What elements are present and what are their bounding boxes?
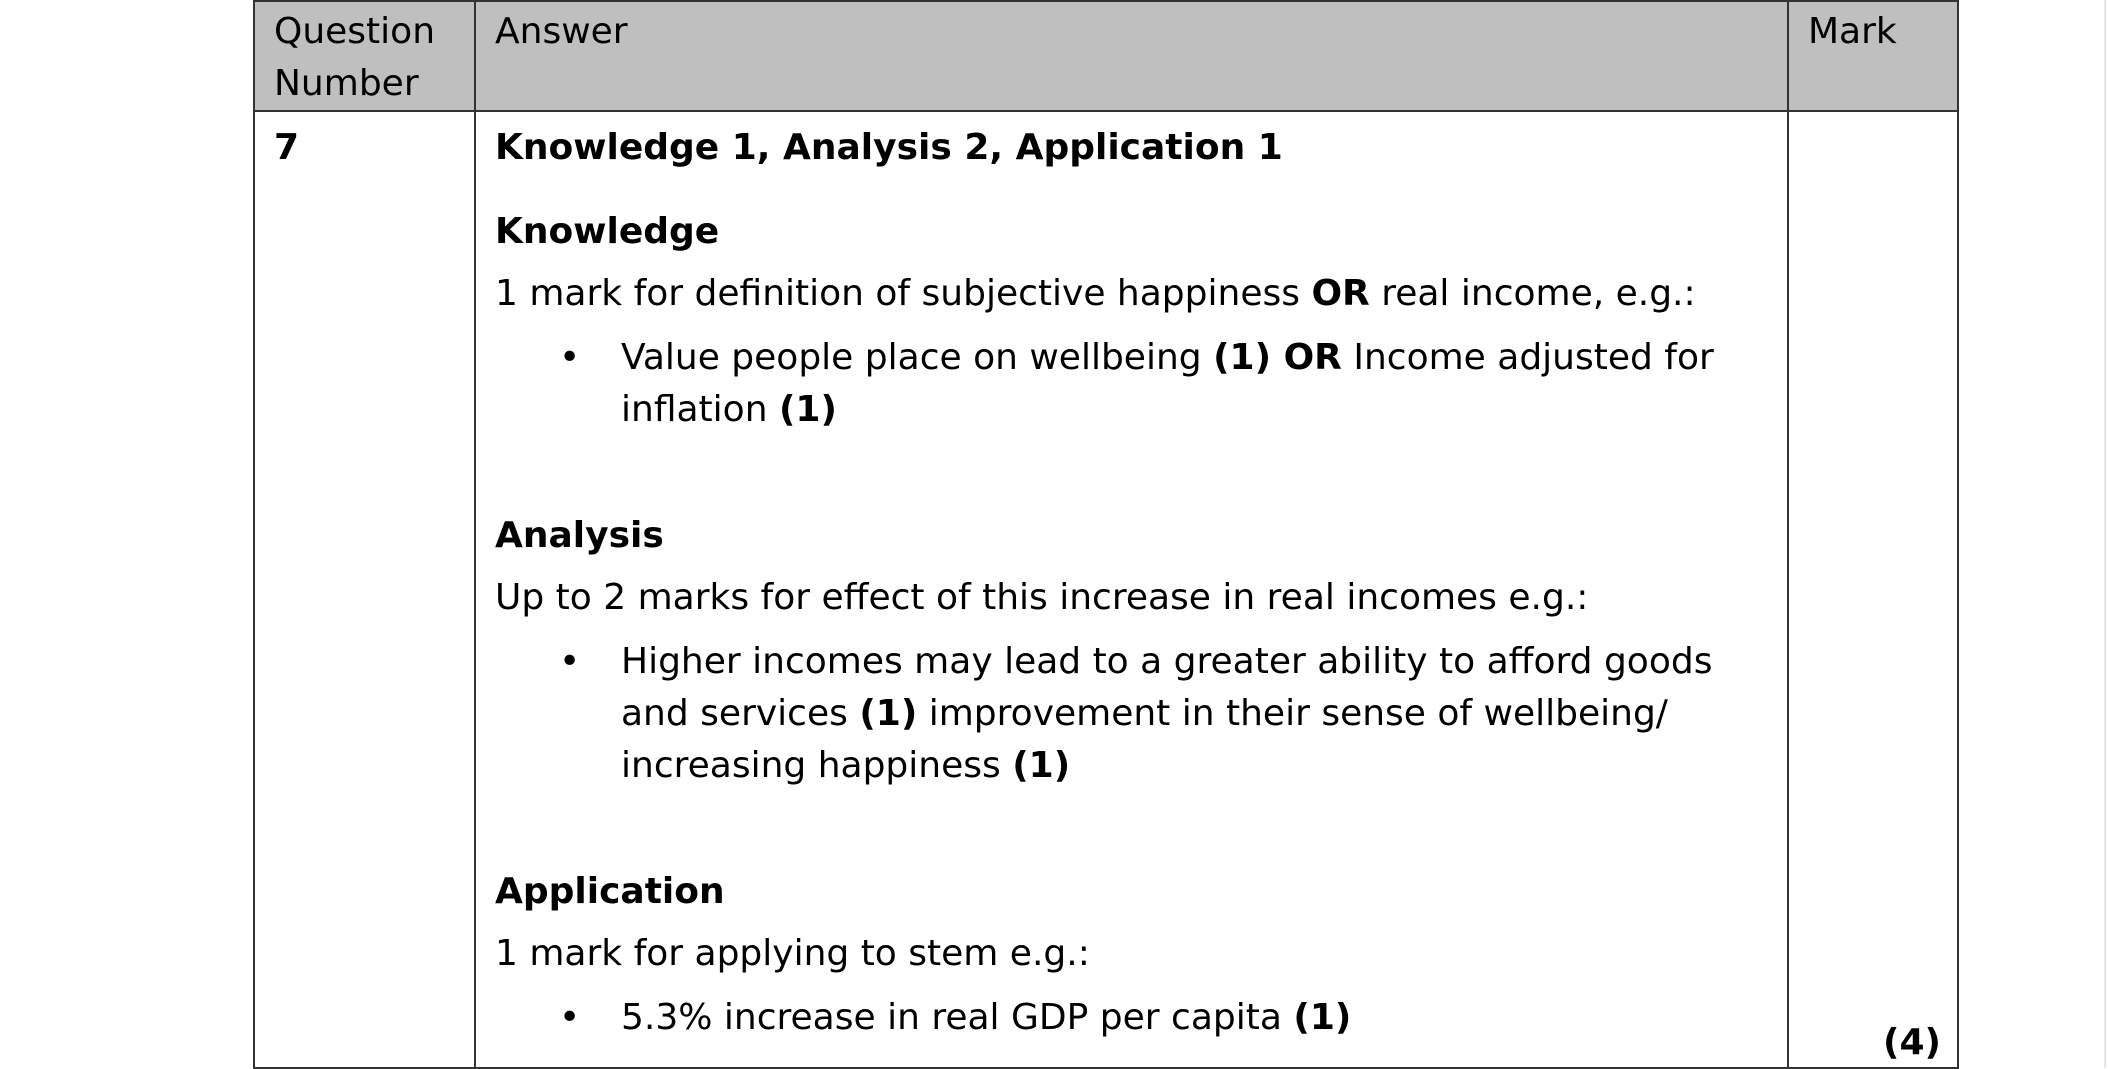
question-number: 7	[274, 127, 300, 168]
application-heading: Application	[495, 871, 725, 912]
knowledge-intro-or: OR	[1311, 273, 1370, 314]
marks-summary: Knowledge 1, Analysis 2, Application 1	[495, 127, 1283, 168]
knowledge-bullet-mark: (1)	[1213, 337, 1272, 378]
total-mark: (4)	[1883, 1022, 1941, 1063]
application-bullet-mark: (1)	[1293, 997, 1352, 1038]
analysis-bullet-mark-2: (1)	[1012, 745, 1071, 786]
knowledge-bullet	[495, 332, 1761, 436]
header-answer-label: Answer	[495, 11, 628, 52]
analysis-heading: Analysis	[495, 515, 664, 556]
table-header-row	[254, 1, 1958, 111]
analysis-bullet-text-4: increasing happiness	[621, 745, 1013, 786]
analysis-bullet-text-1: Higher incomes may lead to a greater ability to afford goods	[621, 641, 1713, 682]
bullet-icon: •	[559, 997, 581, 1038]
knowledge-intro-text: 1 mark for definition of subjective happiness	[495, 273, 1312, 314]
header-question-number	[254, 1, 475, 111]
knowledge-bullet-mark-2: (1)	[778, 389, 837, 430]
answer-cell	[475, 111, 1788, 1068]
knowledge-bullet-or: OR	[1271, 337, 1342, 378]
mark-scheme-table	[253, 0, 1959, 1069]
knowledge-bullet-text-2: Income adjusted for	[1341, 337, 1714, 378]
knowledge-intro-text-end: real income, e.g.:	[1369, 273, 1696, 314]
analysis-bullet	[495, 636, 1761, 792]
table-row	[254, 111, 1958, 1068]
knowledge-bullet-text: Value people place on wellbeing	[621, 337, 1214, 378]
analysis-bullet-text-2: and services	[621, 693, 860, 734]
analysis-bullet-mark-1: (1)	[859, 693, 918, 734]
mark-cell	[1788, 111, 1958, 1068]
header-question-number-line2: Number	[274, 63, 419, 104]
knowledge-heading: Knowledge	[495, 211, 720, 252]
question-number-cell	[254, 111, 475, 1068]
page-edge-divider	[2104, 0, 2106, 1068]
bullet-icon: •	[559, 337, 581, 378]
knowledge-bullet-text-3: inflation	[621, 389, 779, 430]
application-intro: 1 mark for applying to stem e.g.:	[495, 933, 1090, 974]
knowledge-intro	[495, 268, 1787, 320]
header-question-number-line1: Question	[274, 11, 436, 52]
header-mark-label: Mark	[1808, 11, 1897, 52]
application-bullet	[495, 992, 1761, 1044]
analysis-bullet-text-3: improvement in their sense of wellbeing/	[917, 693, 1668, 734]
application-bullet-text: 5.3% increase in real GDP per capita	[621, 997, 1294, 1038]
header-mark	[1788, 1, 1958, 111]
analysis-intro: Up to 2 marks for effect of this increase in real incomes e.g.:	[495, 577, 1589, 618]
header-answer	[475, 1, 1788, 111]
bullet-icon: •	[559, 641, 581, 682]
